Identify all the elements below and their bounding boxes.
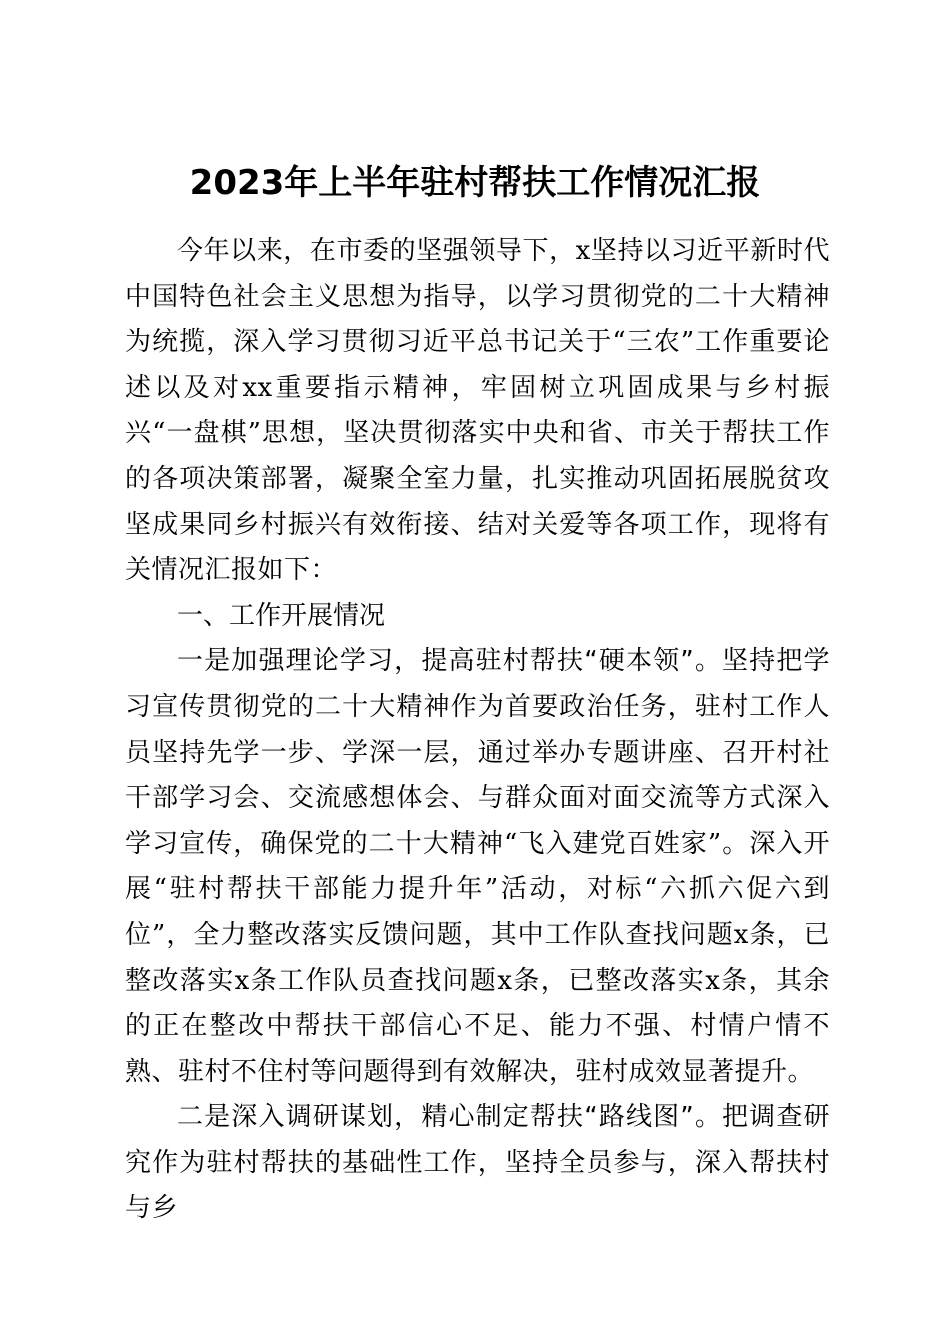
item-1-lead: 一是加强理论学习，提高驻村帮扶“硬本领”。 xyxy=(177,646,723,677)
item-1-body: 坚持把学习宣传贯彻党的二十大精神作为首要政治任务，驻村工作人员坚持先学一步、学深一层，通过举办专题讲座、召开村社干部学习会、交流感想体会、与群众面对面交流等方式深入学习宣传，确保党的二十大精神“飞入建党百姓家”。深入开展“驻村帮扶干部能力提升年”活动，对标“六抓六促六到位”，全力整改落实反馈问题，其中工作队查找问题x条，已整改落实x条工作队员查找问题x条，已整改落实x条，其余的正在整改中帮扶干部信心不足、能力不强、村情户情不熟、驻村不住村等问题得到有效解决，驻村成效显著提升。 xyxy=(125,646,830,1087)
item-2-lead: 二是深入调研谋划，精心制定帮扶“路线图”。 xyxy=(177,1102,723,1133)
item-2-body: 把调查研究作为驻村帮扶的基础性工作，坚持全员参与，深入帮扶村与乡 xyxy=(125,1102,830,1224)
document-body xyxy=(125,229,830,1232)
item-1-paragraph xyxy=(125,639,830,1095)
section-heading-work-progress: 一、工作开展情况 xyxy=(177,600,386,631)
document-title: 2023年上半年驻村帮扶工作情况汇报 xyxy=(189,162,761,203)
intro-paragraph: 今年以来，在市委的坚强领导下，x坚持以习近平新时代中国特色社会主义思想为指导，以学习贯彻党的二十大精神为统揽，深入学习贯彻习近平总书记关于“三农”工作重要论述以及对xx重要指示精神，牢固树立巩固成果与乡村振兴“一盘棋”思想，坚决贯彻落实中央和省、市关于帮扶工作的各项决策部署，凝聚全室力量，扎实推动巩固拓展脱贫攻坚成果同乡村振兴有效衔接、结对关爱等各项工作，现将有关情况汇报如下： xyxy=(125,236,830,586)
item-2-paragraph xyxy=(125,1095,830,1232)
